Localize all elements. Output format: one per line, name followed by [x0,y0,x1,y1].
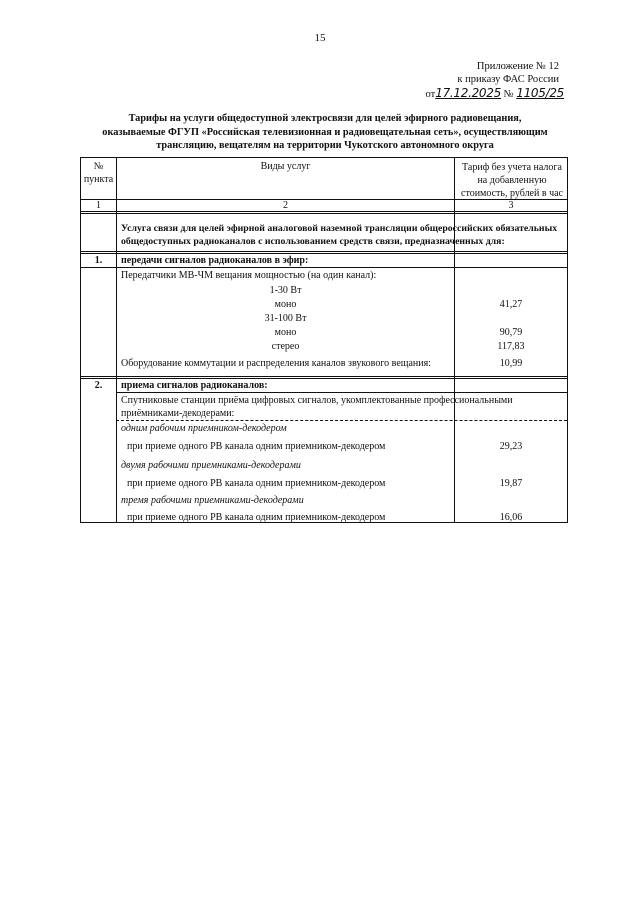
appendix-order-ref: к приказу ФАС России [457,74,559,85]
mono-2: моно [274,327,297,338]
title-line-2: оказываемые ФГУП «Российская телевизионная и радиовещательная сеть», осуществляющим [102,126,548,138]
title-line-1: Тарифы на услуги общедоступной электросвязи для целей эфирного радиовещания, [128,113,522,124]
transmitters-label: Передатчики МВ-ЧМ вещания мощностью (на один канал): [121,270,377,281]
subgroup-2-label: двумя рабочими приемниками-декодерами [121,460,301,471]
tariff-value: 19,87 [499,478,523,489]
number-label: № [503,89,514,100]
section-2-title: приема сигналов радиоканалов: [121,380,268,391]
document-title [95,112,555,153]
appendix-header [400,60,559,86]
handwritten-number: 1105/25 [516,86,564,100]
subgroup-3-item: при приеме одного РВ канала одним приемником-декодером [127,512,386,523]
order-date-line [400,86,564,100]
section-2-num: 2. [94,380,103,391]
intro-text: Услуга связи для целей эфирной аналоговой наземной трансляции общероссийских обязательных общедоступных радиоканалов с использованием средств связи, предназначенных для: [121,223,558,247]
row-divider [81,251,567,254]
appendix-title: Приложение № 12 [476,61,559,72]
satellite-stations: Спутниковые станции приёма цифровых сигналов, укомплектованные профессиональными приёмниками-декодерами: [121,395,513,419]
date-prefix: от [425,89,436,100]
header-service: Виды услуг [260,161,311,172]
tariff-value: 10,99 [499,358,523,369]
subgroup-3-label: тремя рабочими приемниками-декодерами [121,495,304,506]
row-divider [81,376,567,379]
subgroup-1-label: одним рабочим приемником-декодером [121,423,287,434]
mono-1: моно [274,299,297,310]
row-divider [116,420,567,421]
power-2: 31-100 Вт [264,313,307,324]
tariff-value: 41,27 [499,299,523,310]
subgroup-1-item: при приеме одного РВ канала одним приемником-декодером [127,441,386,452]
tariff-value: 29,23 [499,441,523,452]
subgroup-2-item: при приеме одного РВ канала одним приемником-декодером [127,478,386,489]
switching-equipment: Оборудование коммутации и распределения каналов звукового вещания: [121,358,431,369]
col-number: 3 [508,200,514,211]
header-tariff: Тариф без учета налога на добавленную стоимость, рублей в час [461,162,563,199]
page-number: 15 [314,32,326,44]
tariff-value: 16,06 [499,512,523,523]
power-1: 1-30 Вт [269,285,302,296]
tariff-table [80,157,568,523]
handwritten-date: 17.12.2025 [435,86,501,100]
stereo-2: стерео [271,341,300,352]
tariff-value: 90,79 [499,327,523,338]
title-line-3: трансляцию, вещателям на территории Чукотского автономного округа [156,140,494,151]
section-1-num: 1. [94,255,103,266]
section-1-title: передачи сигналов радиоканалов в эфир: [121,255,309,266]
col-number: 2 [283,200,288,211]
col-number: 1 [96,200,101,211]
tariff-value: 117,83 [497,341,525,352]
header-num: № пункта [83,161,114,185]
